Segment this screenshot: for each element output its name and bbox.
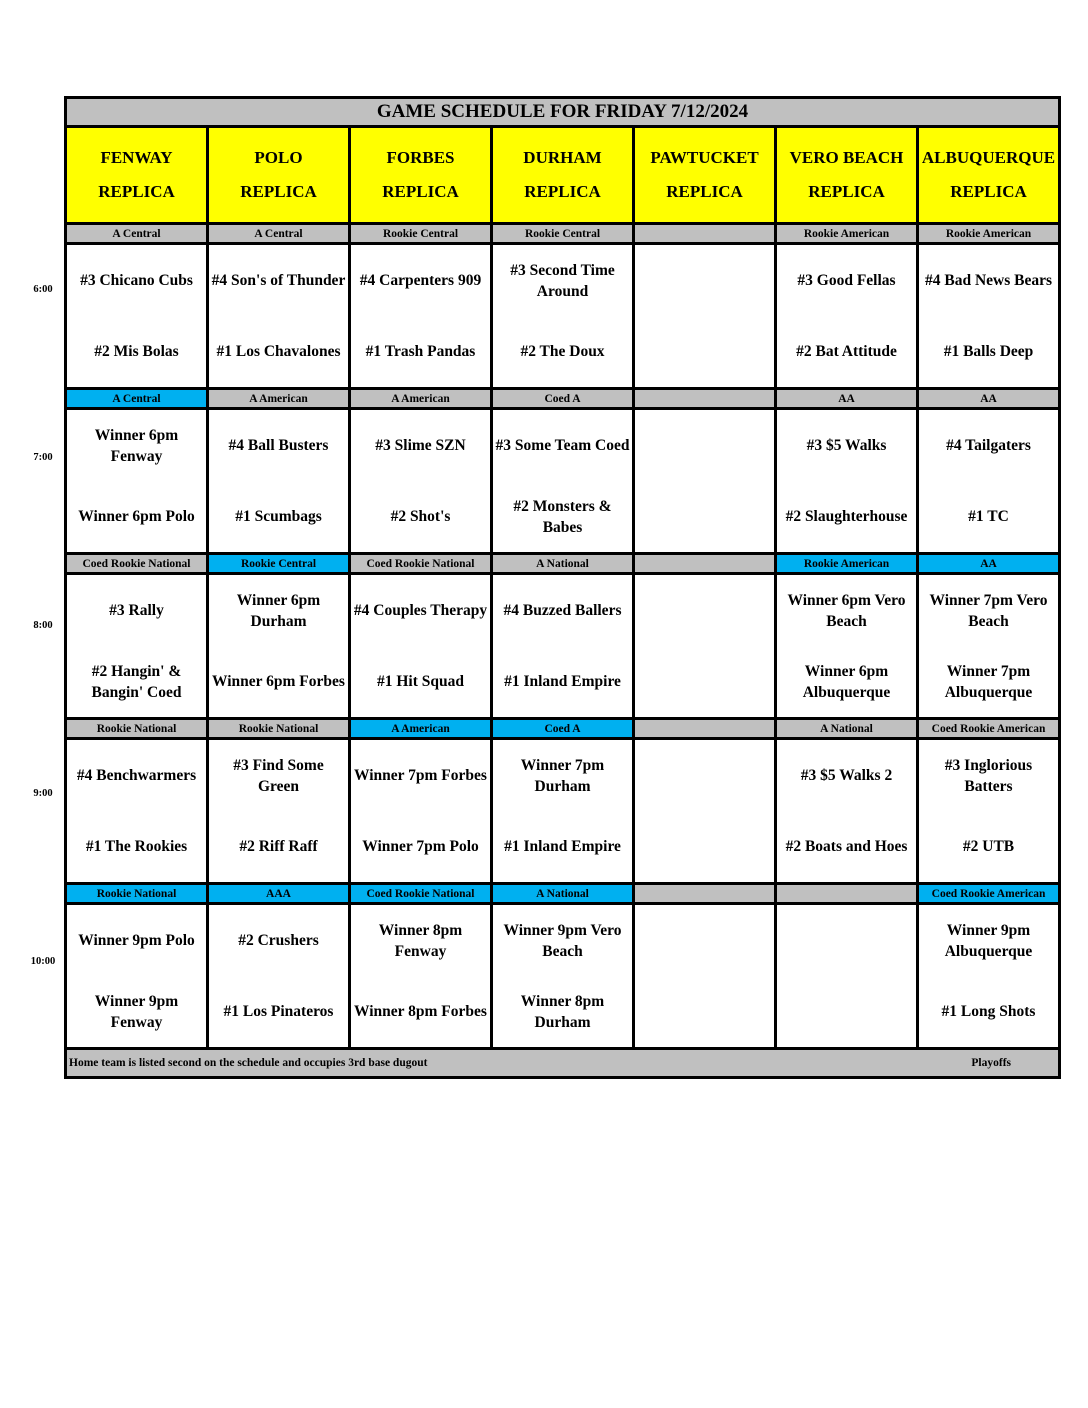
division-label: Rookie American <box>918 224 1060 244</box>
playoffs-legend: Playoffs <box>971 1057 1011 1069</box>
away-team: #2 Crushers <box>238 932 319 949</box>
division-label: Rookie National <box>208 719 350 739</box>
field-subtitle: REPLICA <box>666 182 743 201</box>
home-team: #2 Bat Attitude <box>796 343 897 360</box>
field-subtitle: REPLICA <box>950 182 1027 201</box>
home-team: #1 Inland Empire <box>504 673 621 690</box>
game-cell <box>634 904 776 1049</box>
game-cell <box>66 574 208 719</box>
division-row <box>66 224 1060 244</box>
matchup <box>209 245 348 387</box>
division-label: Rookie Central <box>492 224 634 244</box>
home-team: #2 Slaughterhouse <box>785 508 908 525</box>
division-label: A Central <box>66 389 208 409</box>
matchup <box>209 410 348 552</box>
away-team: #3 Second Time Around <box>510 261 615 300</box>
matchup <box>777 410 916 552</box>
game-cell <box>634 574 776 719</box>
footer-note: Home team is listed second on the schedule and occupies 3rd base dugout <box>69 1057 428 1069</box>
division-label: Coed A <box>492 719 634 739</box>
home-team <box>635 316 774 387</box>
home-team: #1 Scumbags <box>235 508 322 525</box>
division-label: Coed Rookie National <box>350 884 492 904</box>
matchup <box>635 905 774 1047</box>
matchup <box>777 740 916 882</box>
away-team: Winner 9pm Polo <box>78 932 195 949</box>
matchup <box>919 410 1058 552</box>
matchup <box>209 575 348 717</box>
division-label <box>634 719 776 739</box>
matchup <box>777 575 916 717</box>
division-label: Rookie National <box>66 884 208 904</box>
division-label: AA <box>918 389 1060 409</box>
home-team: Winner 8pm Forbes <box>354 1003 487 1020</box>
home-team <box>635 976 774 1047</box>
away-team <box>635 245 774 316</box>
game-cell <box>492 409 634 554</box>
away-team: #4 Ball Busters <box>228 437 329 454</box>
away-team: #3 $5 Walks 2 <box>800 767 893 784</box>
division-label: Rookie National <box>66 719 208 739</box>
matchup <box>777 245 916 387</box>
game-cell <box>918 409 1060 554</box>
matchup <box>919 575 1058 717</box>
home-team: #2 The Doux <box>520 343 605 360</box>
game-cell <box>208 409 350 554</box>
away-team <box>635 575 774 646</box>
division-label: AA <box>918 554 1060 574</box>
game-cell <box>350 409 492 554</box>
field-header-row <box>66 127 1060 224</box>
division-label: A American <box>208 389 350 409</box>
game-cell <box>918 574 1060 719</box>
game-cell <box>208 739 350 884</box>
home-team: #2 Mis Bolas <box>94 343 179 360</box>
home-team: #2 Riff Raff <box>239 838 318 855</box>
division-label: A National <box>492 884 634 904</box>
away-team: #4 Son's of Thunder <box>211 272 346 289</box>
field-subtitle: REPLICA <box>808 182 885 201</box>
home-team: #1 Los Chavalones <box>216 343 341 360</box>
matchup <box>493 245 632 387</box>
home-team <box>777 976 916 1047</box>
matchup <box>635 245 774 387</box>
game-cell <box>492 244 634 389</box>
away-team: Winner 6pm Vero Beach <box>787 591 906 630</box>
field-header-5 <box>634 127 776 224</box>
division-label: AA <box>776 389 918 409</box>
away-team: #4 Benchwarmers <box>76 767 197 784</box>
home-team: Winner 8pm Durham <box>520 992 605 1031</box>
game-cell <box>634 409 776 554</box>
away-team: #3 $5 Walks <box>806 437 887 454</box>
away-team: Winner 7pm Vero Beach <box>929 591 1048 630</box>
away-team <box>635 740 774 811</box>
matchup <box>351 245 490 387</box>
matchup <box>67 905 206 1047</box>
home-team: #2 UTB <box>962 838 1015 855</box>
game-cell <box>492 574 634 719</box>
away-team: Winner 6pm Durham <box>236 591 321 630</box>
field-name: DURHAM <box>523 148 602 167</box>
division-label <box>634 389 776 409</box>
footer-bar <box>66 1049 1060 1078</box>
away-team: Winner 6pm Fenway <box>94 426 179 465</box>
home-team: #1 Balls Deep <box>943 343 1034 360</box>
game-cell <box>492 739 634 884</box>
matchup <box>493 575 632 717</box>
game-cell <box>492 904 634 1049</box>
matchup <box>919 905 1058 1047</box>
division-label: A American <box>350 719 492 739</box>
away-team: #3 Inglorious Batters <box>944 756 1033 795</box>
game-cell <box>350 574 492 719</box>
division-label <box>634 554 776 574</box>
away-team: Winner 9pm Vero Beach <box>503 921 622 960</box>
schedule-table <box>64 96 1061 1079</box>
division-label: Coed A <box>492 389 634 409</box>
matchup <box>67 410 206 552</box>
division-label <box>634 224 776 244</box>
home-team: #1 The Rookies <box>85 838 188 855</box>
field-name: POLO <box>254 148 303 167</box>
matchup <box>777 905 916 1047</box>
division-label: A Central <box>208 224 350 244</box>
field-header-7 <box>918 127 1060 224</box>
home-team: #1 Inland Empire <box>504 838 621 855</box>
division-label: Rookie Central <box>350 224 492 244</box>
away-team: #4 Tailgaters <box>946 437 1031 454</box>
field-name: VERO BEACH <box>789 148 904 167</box>
away-team: Winner 8pm Fenway <box>378 921 463 960</box>
division-label: A National <box>492 554 634 574</box>
away-team: #3 Chicano Cubs <box>80 272 193 289</box>
game-row <box>66 904 1060 1049</box>
division-label: Coed Rookie National <box>350 554 492 574</box>
division-row <box>66 719 1060 739</box>
home-team: #2 Hangin' & Bangin' Coed <box>91 662 182 701</box>
away-team: #4 Couples Therapy <box>353 602 488 619</box>
home-team <box>635 811 774 882</box>
home-team: Winner 7pm Polo <box>362 838 479 855</box>
division-label: A American <box>350 389 492 409</box>
field-subtitle: REPLICA <box>240 182 317 201</box>
away-team: #3 Rally <box>109 602 164 619</box>
home-team: #1 Trash Pandas <box>365 343 476 360</box>
field-name: ALBUQUERQUE <box>921 148 1056 167</box>
matchup <box>493 740 632 882</box>
matchup <box>209 905 348 1047</box>
away-team <box>635 410 774 481</box>
home-team: #1 Los Pinateros <box>223 1003 334 1020</box>
game-cell <box>66 739 208 884</box>
division-label: Rookie American <box>776 224 918 244</box>
game-cell <box>208 904 350 1049</box>
home-team: Winner 6pm Polo <box>78 508 195 525</box>
game-cell <box>776 739 918 884</box>
matchup <box>493 410 632 552</box>
home-team: #1 Hit Squad <box>376 673 464 690</box>
schedule-sheet <box>64 96 1061 1079</box>
matchup <box>351 410 490 552</box>
matchup <box>67 575 206 717</box>
field-header-3 <box>350 127 492 224</box>
game-cell <box>66 409 208 554</box>
away-team: Winner 7pm Durham <box>520 756 605 795</box>
matchup <box>493 905 632 1047</box>
division-label: Coed Rookie American <box>918 884 1060 904</box>
division-label: Rookie Central <box>208 554 350 574</box>
matchup <box>67 245 206 387</box>
field-name: PAWTUCKET <box>650 148 759 167</box>
division-label <box>634 884 776 904</box>
game-cell <box>918 739 1060 884</box>
field-header-1 <box>66 127 208 224</box>
game-cell <box>918 904 1060 1049</box>
field-header-4 <box>492 127 634 224</box>
division-row <box>66 389 1060 409</box>
matchup <box>635 410 774 552</box>
time-label: 8:00 <box>33 620 53 631</box>
away-team <box>635 905 774 976</box>
division-label: AAA <box>208 884 350 904</box>
home-team: #1 TC <box>968 508 1009 525</box>
game-cell <box>634 739 776 884</box>
away-team: #3 Find Some Green <box>233 756 324 795</box>
division-row <box>66 884 1060 904</box>
matchup <box>635 740 774 882</box>
home-team: #2 Boats and Hoes <box>785 838 908 855</box>
time-label: 6:00 <box>33 284 53 295</box>
home-team <box>635 481 774 552</box>
away-team: Winner 7pm Forbes <box>354 767 487 784</box>
division-label <box>776 884 918 904</box>
game-cell <box>350 739 492 884</box>
division-label: Coed Rookie American <box>918 719 1060 739</box>
game-cell <box>66 904 208 1049</box>
division-label: A National <box>776 719 918 739</box>
game-cell <box>350 244 492 389</box>
home-team: Winner 9pm Fenway <box>94 992 179 1031</box>
game-row <box>66 574 1060 719</box>
home-team <box>635 646 774 717</box>
time-label: 7:00 <box>33 452 53 463</box>
field-subtitle: REPLICA <box>98 182 175 201</box>
away-team: #4 Bad News Bears <box>924 272 1052 289</box>
home-team: #2 Shot's <box>390 508 451 525</box>
game-row <box>66 409 1060 554</box>
game-cell <box>776 409 918 554</box>
game-cell <box>776 244 918 389</box>
game-cell <box>208 244 350 389</box>
division-label: Coed Rookie National <box>66 554 208 574</box>
division-label: Rookie American <box>776 554 918 574</box>
game-cell <box>776 904 918 1049</box>
matchup <box>351 575 490 717</box>
matchup <box>919 740 1058 882</box>
field-subtitle: REPLICA <box>382 182 459 201</box>
field-name: FORBES <box>386 148 455 167</box>
division-label: A Central <box>66 224 208 244</box>
away-team: #3 Good Fellas <box>797 272 896 289</box>
matchup <box>67 740 206 882</box>
game-cell <box>208 574 350 719</box>
page-title: GAME SCHEDULE FOR FRIDAY 7/12/2024 <box>66 98 1060 127</box>
matchup <box>351 905 490 1047</box>
away-team: #4 Carpenters 909 <box>359 272 482 289</box>
game-cell <box>350 904 492 1049</box>
away-team: Winner 9pm Albuquerque <box>944 921 1033 960</box>
division-row <box>66 554 1060 574</box>
time-label: 10:00 <box>30 956 56 967</box>
field-header-6 <box>776 127 918 224</box>
time-label: 9:00 <box>33 788 53 799</box>
away-team <box>777 905 916 976</box>
home-team: Winner 7pm Albuquerque <box>944 662 1033 701</box>
home-team: #2 Monsters & Babes <box>513 497 612 536</box>
game-cell <box>918 244 1060 389</box>
game-row <box>66 244 1060 389</box>
field-name: FENWAY <box>100 148 173 167</box>
away-team: #3 Slime SZN <box>375 437 466 454</box>
game-cell <box>634 244 776 389</box>
game-row <box>66 739 1060 884</box>
field-header-2 <box>208 127 350 224</box>
game-cell <box>66 244 208 389</box>
matchup <box>919 245 1058 387</box>
home-team: #1 Long Shots <box>941 1003 1036 1020</box>
home-team: Winner 6pm Albuquerque <box>802 662 891 701</box>
field-subtitle: REPLICA <box>524 182 601 201</box>
away-team: #3 Some Team Coed <box>495 437 630 454</box>
away-team: #4 Buzzed Ballers <box>503 602 622 619</box>
matchup <box>351 740 490 882</box>
matchup <box>209 740 348 882</box>
matchup <box>635 575 774 717</box>
game-cell <box>776 574 918 719</box>
home-team: Winner 6pm Forbes <box>212 673 345 690</box>
